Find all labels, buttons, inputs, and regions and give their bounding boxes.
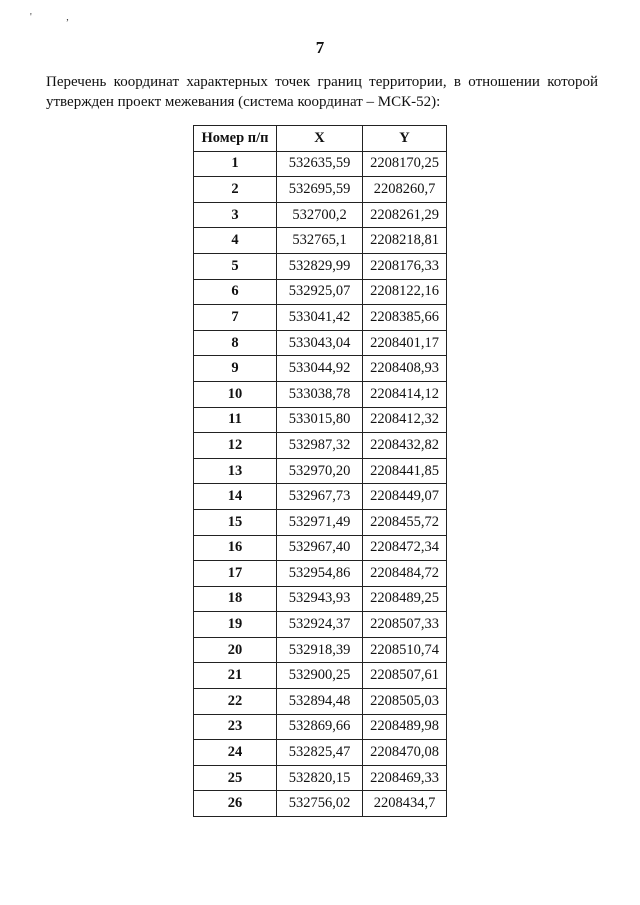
x-coordinate-cell: 533015,80 (277, 407, 363, 433)
table-row (194, 740, 447, 766)
x-coordinate-cell: 532924,37 (277, 612, 363, 638)
x-coordinate-cell: 533043,04 (277, 330, 363, 356)
point-number-cell: 1 (194, 151, 277, 177)
intro-paragraph: Перечень координат характерных точек границ территории, в отношении которой утвержден проект межевания (система координат – МСК-52): (46, 74, 598, 110)
y-coordinate-cell: 2208507,33 (363, 612, 447, 638)
point-number-cell: 25 (194, 765, 277, 791)
table-row (194, 279, 447, 305)
x-coordinate-cell: 533038,78 (277, 381, 363, 407)
point-number-cell: 6 (194, 279, 277, 305)
table-row (194, 561, 447, 587)
table-row (194, 356, 447, 382)
y-coordinate-cell: 2208470,08 (363, 740, 447, 766)
point-number-cell: 4 (194, 228, 277, 254)
table-row (194, 202, 447, 228)
x-coordinate-cell: 532869,66 (277, 714, 363, 740)
y-coordinate-cell: 2208261,29 (363, 202, 447, 228)
page-number: 7 (315, 38, 325, 57)
x-coordinate-cell: 532987,32 (277, 433, 363, 459)
point-number-cell: 23 (194, 714, 277, 740)
point-number-cell: 22 (194, 689, 277, 715)
scan-artifact-marks: ' , (30, 12, 85, 23)
point-number-cell: 21 (194, 663, 277, 689)
x-coordinate-cell: 532820,15 (277, 765, 363, 791)
table-row (194, 458, 447, 484)
table-row (194, 228, 447, 254)
y-coordinate-cell: 2208385,66 (363, 305, 447, 331)
y-coordinate-cell: 2208449,07 (363, 484, 447, 510)
x-coordinate-cell: 533041,42 (277, 305, 363, 331)
table-row (194, 330, 447, 356)
y-coordinate-cell: 2208408,93 (363, 356, 447, 382)
y-coordinate-cell: 2208489,98 (363, 714, 447, 740)
table-row (194, 689, 447, 715)
point-number-cell: 7 (194, 305, 277, 331)
x-coordinate-cell: 532700,2 (277, 202, 363, 228)
column-header-number: Номер п/п (194, 126, 277, 152)
point-number-cell: 24 (194, 740, 277, 766)
table-row (194, 433, 447, 459)
y-coordinate-cell: 2208122,16 (363, 279, 447, 305)
y-coordinate-cell: 2208260,7 (363, 177, 447, 203)
y-coordinate-cell: 2208441,85 (363, 458, 447, 484)
table-row (194, 484, 447, 510)
x-coordinate-cell: 532918,39 (277, 637, 363, 663)
y-coordinate-cell: 2208401,17 (363, 330, 447, 356)
column-header-x: X (277, 126, 363, 152)
y-coordinate-cell: 2208218,81 (363, 228, 447, 254)
coordinates-table (193, 125, 447, 817)
point-number-cell: 18 (194, 586, 277, 612)
table-row (194, 612, 447, 638)
table-row (194, 765, 447, 791)
point-number-cell: 2 (194, 177, 277, 203)
point-number-cell: 14 (194, 484, 277, 510)
x-coordinate-cell: 532967,73 (277, 484, 363, 510)
y-coordinate-cell: 2208414,12 (363, 381, 447, 407)
table-row (194, 586, 447, 612)
point-number-cell: 3 (194, 202, 277, 228)
x-coordinate-cell: 532894,48 (277, 689, 363, 715)
point-number-cell: 19 (194, 612, 277, 638)
column-header-y: Y (363, 126, 447, 152)
x-coordinate-cell: 532825,47 (277, 740, 363, 766)
point-number-cell: 8 (194, 330, 277, 356)
point-number-cell: 15 (194, 509, 277, 535)
point-number-cell: 20 (194, 637, 277, 663)
x-coordinate-cell: 532900,25 (277, 663, 363, 689)
point-number-cell: 10 (194, 381, 277, 407)
table-body (194, 151, 447, 816)
x-coordinate-cell: 532765,1 (277, 228, 363, 254)
y-coordinate-cell: 2208484,72 (363, 561, 447, 587)
y-coordinate-cell: 2208176,33 (363, 253, 447, 279)
table-row (194, 151, 447, 177)
y-coordinate-cell: 2208505,03 (363, 689, 447, 715)
y-coordinate-cell: 2208412,32 (363, 407, 447, 433)
x-coordinate-cell: 532954,86 (277, 561, 363, 587)
table-row (194, 714, 447, 740)
x-coordinate-cell: 532967,40 (277, 535, 363, 561)
y-coordinate-cell: 2208434,7 (363, 791, 447, 817)
point-number-cell: 16 (194, 535, 277, 561)
x-coordinate-cell: 532971,49 (277, 509, 363, 535)
table-row (194, 791, 447, 817)
x-coordinate-cell: 533044,92 (277, 356, 363, 382)
table-row (194, 535, 447, 561)
point-number-cell: 17 (194, 561, 277, 587)
y-coordinate-cell: 2208432,82 (363, 433, 447, 459)
point-number-cell: 5 (194, 253, 277, 279)
y-coordinate-cell: 2208469,33 (363, 765, 447, 791)
y-coordinate-cell: 2208489,25 (363, 586, 447, 612)
x-coordinate-cell: 532635,59 (277, 151, 363, 177)
point-number-cell: 9 (194, 356, 277, 382)
y-coordinate-cell: 2208507,61 (363, 663, 447, 689)
x-coordinate-cell: 532943,93 (277, 586, 363, 612)
y-coordinate-cell: 2208455,72 (363, 509, 447, 535)
x-coordinate-cell: 532695,59 (277, 177, 363, 203)
table-row (194, 177, 447, 203)
point-number-cell: 13 (194, 458, 277, 484)
table-row (194, 253, 447, 279)
table-row (194, 305, 447, 331)
point-number-cell: 12 (194, 433, 277, 459)
x-coordinate-cell: 532829,99 (277, 253, 363, 279)
x-coordinate-cell: 532925,07 (277, 279, 363, 305)
table-row (194, 663, 447, 689)
point-number-cell: 11 (194, 407, 277, 433)
table-header-row (194, 126, 447, 152)
table-row (194, 407, 447, 433)
table-row (194, 381, 447, 407)
y-coordinate-cell: 2208472,34 (363, 535, 447, 561)
table-row (194, 637, 447, 663)
x-coordinate-cell: 532970,20 (277, 458, 363, 484)
y-coordinate-cell: 2208170,25 (363, 151, 447, 177)
point-number-cell: 26 (194, 791, 277, 817)
y-coordinate-cell: 2208510,74 (363, 637, 447, 663)
x-coordinate-cell: 532756,02 (277, 791, 363, 817)
table-row (194, 509, 447, 535)
